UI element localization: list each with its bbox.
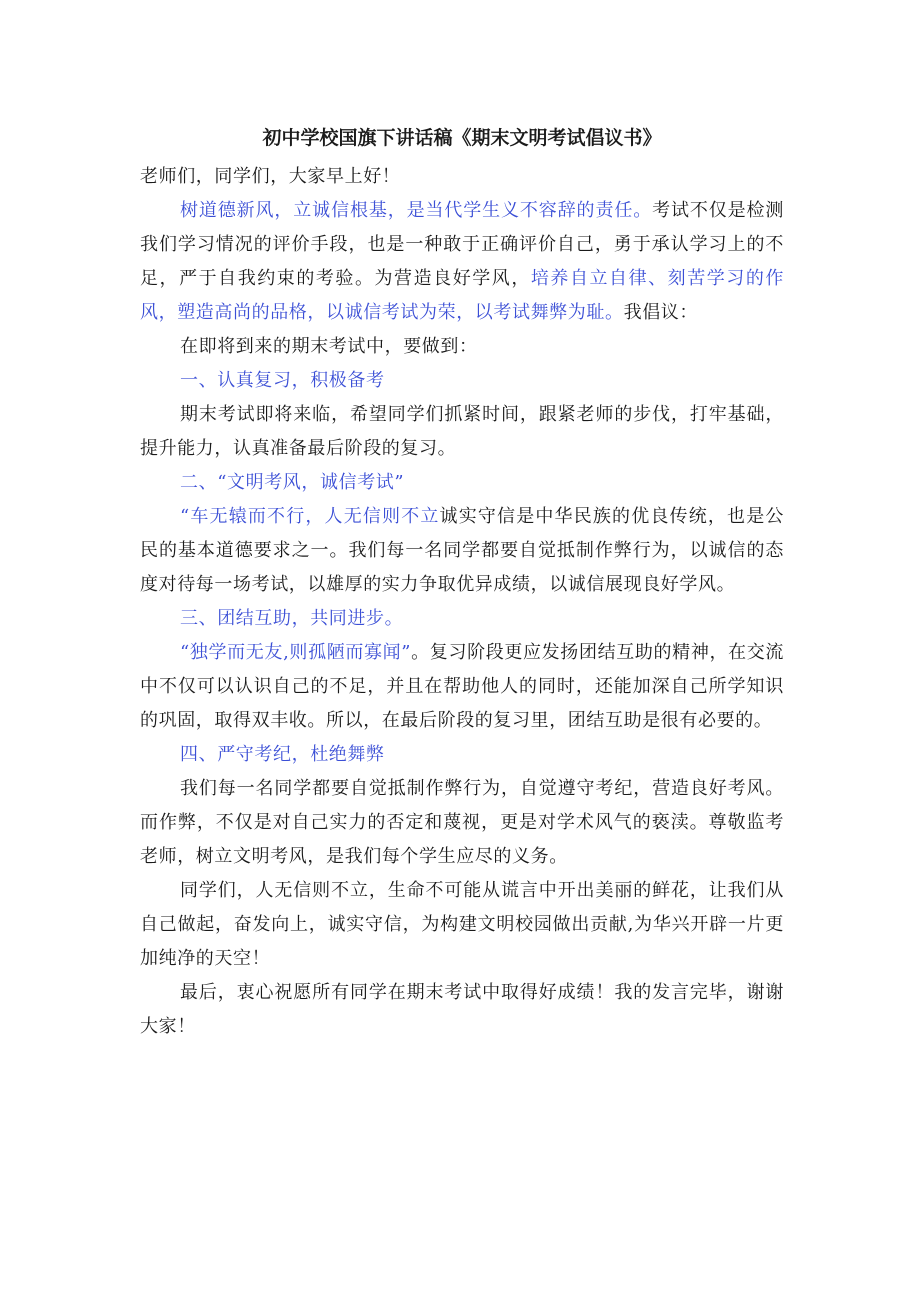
section-paragraph-2	[140, 500, 784, 602]
intro-highlight-2: 培养自立自律、刻苦学习的作风，塑造高尚的品格，以诚信考试为荣，以考试舞弊为耻。	[140, 268, 784, 323]
intro-highlight-1: 树道德新风，立诚信根基，是当代学生义不容辞的责任。	[180, 200, 653, 221]
section-body-2: 诚实守信是中华民族的优良传统，也是公民的基本道德要求之一。我们每一名同学都要自觉抵制作弊行为，以诚信的态度对待每一场考试，以雄厚的实力争取优异成绩，以诚信展现良好学风。	[140, 506, 784, 595]
closing-paragraph-2: 最后，衷心祝愿所有同学在期末考试中取得好成绩！我的发言完毕，谢谢大家！	[140, 982, 784, 1037]
intro-paragraph	[140, 194, 784, 330]
section-quote-3: “独学而无友,则孤陋而寡闻”	[180, 642, 412, 663]
section-paragraph-3	[140, 636, 784, 738]
section-heading-2: 二、“文明考风，诚信考试”	[180, 472, 405, 493]
section-body-4: 我们每一名同学都要自觉抵制作弊行为，自觉遵守考纪，营造良好考风。而作弊，不仅是对自己实力的否定和蔑视，更是对学术风气的亵渎。尊敬监考老师，树立文明考风，是我们每个学生应尽的义务。	[140, 778, 784, 867]
page-title: 初中学校国旗下讲话稿《期末文明考试倡议书》	[262, 127, 662, 149]
closing-paragraph-1: 同学们，人无信则不立，生命不可能从谎言中开出美丽的鲜花，让我们从自己做起，奋发向上，诚实守信，为构建文明校园做出贡献,为华兴开辟一片更加纯净的天空！	[140, 880, 784, 969]
intro-text-1: 考试不仅是检测我们学习情况的评价手段，也是一种敢于正确评价自己，勇于承认学习上的不足，严于自我约束的考验。为营造良好学风，	[140, 200, 784, 289]
section-heading-3: 三、团结互助，共同进步。	[180, 608, 404, 629]
lead-paragraph: 在即将到来的期末考试中，要做到：	[180, 336, 478, 357]
section-heading-1: 一、认真复习，积极备考	[180, 370, 385, 391]
intro-text-2: 我倡议：	[623, 302, 699, 323]
section-body-3: 。复习阶段更应发扬团结互助的精神，在交流中不仅可以认识自己的不足，并且在帮助他人的同时，还能加深自己所学知识的巩固，取得双丰收。所以，在最后阶段的复习里，团结互助是很有必要的。	[140, 642, 784, 731]
section-body-1: 期末考试即将来临，希望同学们抓紧时间，跟紧老师的步伐，打牢基础，提升能力，认真准备最后阶段的复习。	[140, 404, 784, 459]
document-body	[140, 118, 784, 1044]
section-heading-4: 四、严守考纪，杜绝舞弊	[180, 744, 385, 765]
greeting: 老师们，同学们，大家早上好！	[140, 166, 401, 187]
section-quote-2: “车无辕而不行，人无信则不立	[180, 506, 440, 527]
